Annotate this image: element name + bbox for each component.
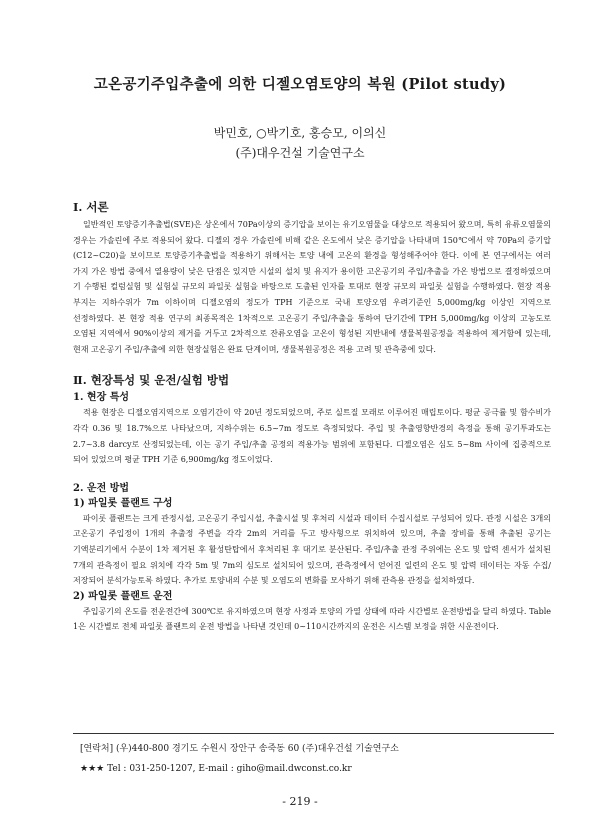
subheading-pilot-plant-setup: 1) 파일롯 플랜트 구성 [73, 497, 173, 509]
contact-block [80, 739, 550, 779]
section-heading-intro: Ⅰ. 서론 [73, 200, 109, 214]
contact-address: [연락처] (우)440-800 경기도 수원시 장안구 송죽동 60 (주)대우건설 기술연구소 [80, 744, 399, 754]
subheading-site-characteristics: 1. 현장 특성 [73, 392, 130, 404]
paper-body [73, 200, 551, 635]
page-number: - 219 - [282, 795, 318, 808]
subheading-pilot-plant-operation: 2) 파일롯 플랜트 운전 [73, 590, 173, 602]
intro-paragraph: 일반적인 토양증기추출법(SVE)은 상온에서 70Pa이상의 증기압을 보이는 유기오염물을 대상으로 적용되어 왔으며, 특히 유류오염물의 경우는 가솔린에 주로 적용되어 왔다. 디젤의 경우 가솔린에 비해 같은 온도에서 낮은 증기압을 나타내며 150℃에서 약 70Pa의 증기압(C12~C20)을 보이므로 토양증기추출법을 적용하기 위해서는 토양 내에 고온의 환경을 형성해주어야 한다. 이에 본 연구에서는 여러 가지 가온 방법 중에서 열용량이 낮은 단점은 있지만 시설의 설치 및 유지가 용이한 고온공기의 주입/추출을 가온 방법으로 결정하였으며 기 수행된 컬럼실험 및 실험실 규모의 파일롯 실험을 바탕으로 도출된 인자를 토대로 현장 규모의 파일롯 실험을 수행하였다. 현장 적용 부지는 지하수위가 7m 이하이며 디젤오염의 정도가 TPH 기준으로 국내 토양오염 우려기준인 5,000mg/kg 이상인 지역으로 선정하였다. 본 현장 적용 연구의 최종목적은 1차적으로 고온공기 주입/추출을 통하여 단기간에 TPH 5,000mg/kg 이상의 고농도로 오염된 지역에서 90%이상의 제거를 거두고 2차적으로 잔류오염을 고온이 형성된 지반내에 생물복원공정을 적용하여 제거함에 있는데, 현재 고온공기 주입/추출에 의한 현장실험은 완료 단계이며, 생물복원공정은 적용 고려 및 관측중에 있다. [73, 220, 551, 354]
affiliation: (주)대우건설 기술연구소 [235, 146, 365, 160]
contact-tel-email: ★★★ Tel : 031-250-1207, E-mail : giho@mail.dwconst.co.kr [80, 764, 352, 774]
author-list: 박민호, ○박기호, 홍승모, 이의신 [213, 126, 387, 140]
pilot-plant-operation-paragraph: 주입공기의 온도를 전운전간에 300℃로 유지하였으며 현장 사정과 토양의 가열 상태에 따라 시간별로 운전방법을 달리 하였다. Table 1은 시간별로 전체 파일롯 플랜트의 운전 방법을 나타낸 것인데 0~110시간까지의 운전은 시스템 보정을 위한 시운전이다. [73, 606, 551, 632]
paper-title: 고온공기주입추출에 의한 디젤오염토양의 복원 (Pilot study) [93, 76, 507, 93]
subheading-operation-method: 2. 운전 방법 [73, 482, 130, 494]
site-characteristics-paragraph: 적용 현장은 디젤오염지역으로 오염기간이 약 20년 정도되었으며, 주로 실트질 모래로 이루어진 매립토이다. 평균 공극률 및 함수비가 각각 0.36 및 18.7%으로 나타났으며, 지하수위는 6.5~7m 정도로 측정되었다. 주입 및 추출영향반경의 측정을 통해 공기투과도는 2.7~3.8 darcy로 산정되었는데, 이는 공기 주입/추출 공정의 적용가능 범위에 포함된다. 디젤오염은 심도 5~8m 사이에 집중적으로 되어 있었으며 평균 TPH 기준 6,900mg/kg 정도이었다. [73, 408, 551, 465]
pilot-plant-setup-paragraph: 파이롯 플랜트는 크게 관정시설, 고온공기 주입시설, 추출시설 및 후처리 시설과 데이터 수집시설로 구성되어 있다. 관정 시설은 3개의 고온공기 주입정이 1개의 추출정 주변을 각각 2m의 거리를 두고 방사형으로 위치하여 있으며, 추출 장비를 통해 추출된 공기는 기액분리기에서 수분이 1차 제거된 후 활성탄탑에서 후처리된 후 대기로 분산된다. 주입/추출 관정 주위에는 온도 및 압력 센서가 설치된 7개의 관측정이 필요 위치에 각각 5m 및 7m의 심도로 설치되어 있으며, 관측정에서 얻어진 일련의 온도 및 압력 데이터는 자동 수집/저장되어 분석가능토록 하였다. 추가로 토양내의 수분 및 오염도의 변화를 모사하기 위해 관측용 관정을 설치하였다. [73, 513, 551, 586]
footer-divider [73, 733, 554, 734]
section-heading-site: Ⅱ. 현장특성 및 운전/실험 방법 [73, 373, 230, 388]
